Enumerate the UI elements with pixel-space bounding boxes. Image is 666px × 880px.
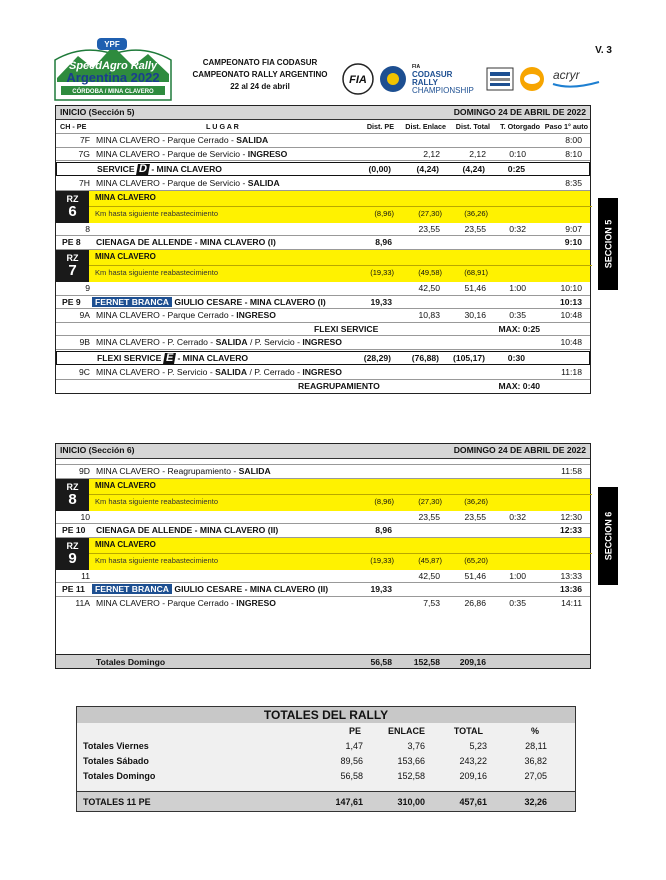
svg-text:CHAMPIONSHIP: CHAMPIONSHIP [412,86,474,95]
rally-logo-graphic [53,38,173,102]
event-info [185,57,335,93]
rally-totals-title: TOTALES DEL RALLY [77,707,575,723]
svg-text:FIA: FIA [412,64,421,70]
table-row: 9D MINA CLAVERO - Reagrupamiento - SALIDA 11:58 [56,465,590,479]
column-headers [56,120,590,134]
rally-totals-header: PE ENLACE TOTAL % [348,726,539,736]
section-6-tab: SECCION 6 [598,487,618,585]
table-row: 10 23,55 23,55 0:32 12:30 [56,511,590,525]
svg-text:RALLY: RALLY [412,78,438,87]
section-date: DOMINGO 24 DE ABRIL DE 2022 [453,445,586,455]
special-stage-row: PE 11 FERNET BRANCA GIULIO CESARE - MINA CLAVERO (II) 19,33 13:36 [56,583,590,597]
event-line-2: CAMPEONATO RALLY ARGENTINO [192,70,328,79]
section-start-label: INICIO (Sección 6) [60,445,135,455]
section-5-header [56,106,590,120]
refuel-zone-9: RZ 9 MINA CLAVERO Km hasta siguiente reabastecimiento (19,33) (45,87) (65,20) [56,538,590,570]
regroup-row: REAGRUPAMIENTO MAX: 0:40 [298,380,540,391]
col-dist-enlace: Dist. Enlace [405,122,446,131]
table-row: Totales Domingo 56,58 152,58 209,16 27,05 [83,771,547,781]
refuel-zone-badge: RZ 7 [56,250,89,282]
table-row: 9C MINA CLAVERO - P. Servicio - SALIDA / P. Cerrado - INGRESO 11:18 [56,366,590,380]
sponsor-logos-graphic [341,62,603,96]
table-row: 9A MINA CLAVERO - Parque Cerrado - INGRESO 10,83 30,16 0:35 10:48 [56,309,590,323]
refuel-zone-badge: RZ 6 [56,191,89,223]
sponsor-badge: FERNET BRANCA [92,584,172,594]
refuel-zone-7: RZ 7 MINA CLAVERO Km hasta siguiente reabastecimiento (19,33) (49,58) (68,91) [56,250,590,282]
event-line-3: 22 al 24 de abril [230,82,290,91]
svg-text:SpeedAgro Rally: SpeedAgro Rally [68,60,158,72]
svg-text:CODASUR: CODASUR [412,70,453,79]
refuel-zone-badge: RZ 9 [56,538,89,570]
table-row: 9B MINA CLAVERO - P. Cerrado - SALIDA / P. Servicio - INGRESO 10:48 [56,336,590,350]
section-6-table [55,443,591,669]
section-6-header [56,444,590,459]
svg-text:CÓRDOBA / MINA CLAVERO: CÓRDOBA / MINA CLAVERO [72,89,154,95]
service-letter-badge: E [164,351,175,364]
special-stage-row: PE 8 CIENAGA DE ALLENDE - MINA CLAVERO (I) 8,96 9:10 [56,236,590,250]
col-ch: CH - PE [60,122,87,131]
section-start-label: INICIO (Sección 5) [60,107,135,117]
svg-text:Argentina 2022: Argentina 2022 [66,70,160,85]
sponsor-logos [341,62,603,96]
table-row: Totales Viernes 1,47 3,76 5,23 28,11 [83,741,547,751]
svg-text:acryr: acryr [553,68,580,82]
flexi-service-row: FLEXI SERVICE MAX: 0:25 [56,323,590,337]
table-row: 8 23,55 23,55 0:32 9:07 [56,223,590,237]
table-row: 9 42,50 51,46 1:00 10:10 [56,282,590,296]
table-row: 11A MINA CLAVERO - Parque Cerrado - INGRESO 7,53 26,86 0:35 14:11 [75,597,582,608]
rally-grand-total-row: TOTALES 11 PE 147,61 310,00 457,61 32,26 [77,791,575,811]
table-row: 7F MINA CLAVERO - Parque Cerrado - SALIDA 8:00 [56,134,590,148]
table-row: 7H MINA CLAVERO - Parque de Servicio - SALIDA 8:35 [56,177,590,191]
refuel-zone-badge: RZ 8 [56,479,89,511]
refuel-zone-6: RZ 6 MINA CLAVERO Km hasta siguiente reabastecimiento (8,96) (27,30) (36,26) [56,191,590,223]
section-date: DOMINGO 24 DE ABRIL DE 2022 [453,107,586,117]
col-dist-total: Dist. Total [455,122,490,131]
sponsor-badge: FERNET BRANCA [92,297,172,307]
col-dist-pe: Dist. PE [366,122,394,131]
table-row: 11 42,50 51,46 1:00 13:33 [56,570,590,584]
rally-totals-table [76,706,576,812]
section-5-table [55,105,591,394]
table-row: Totales Sábado 89,56 153,66 243,22 36,82 [83,756,547,766]
rally-logo [53,38,173,102]
col-t-otorgado: T. Otorgado [500,122,540,131]
refuel-zone-8: RZ 8 MINA CLAVERO Km hasta siguiente reabastecimiento (8,96) (27,30) (36,26) [56,479,590,511]
version-label: V. 3 [595,45,612,56]
flexi-service-e-row: FLEXI SERVICE E - MINA CLAVERO (28,29) (76,88) (105,17) 0:30 [56,351,590,365]
special-stage-row: PE 10 CIENAGA DE ALLENDE - MINA CLAVERO (II) 8,96 12:33 [56,524,590,538]
special-stage-row: PE 9 FERNET BRANCA GIULIO CESARE - MINA CLAVERO (I) 19,33 10:13 [56,296,590,310]
section-5-tab: SECCION 5 [598,198,618,290]
event-line-1: CAMPEONATO FIA CODASUR [202,58,318,67]
svg-text:FIA: FIA [349,74,367,86]
col-lugar: L U G A R [206,122,239,131]
service-letter-badge: D [137,163,149,176]
table-row: 7G MINA CLAVERO - Parque de Servicio - INGRESO 2,12 2,12 0:10 8:10 [56,148,590,162]
service-d-row: SERVICE D - MINA CLAVERO (0,00) (4,24) (4,24) 0:25 [56,162,590,176]
col-paso: Paso 1° auto [544,122,588,131]
day-totals-row: Totales Domingo 56,58 152,58 209,16 [55,654,591,669]
svg-text:YPF: YPF [104,40,120,49]
